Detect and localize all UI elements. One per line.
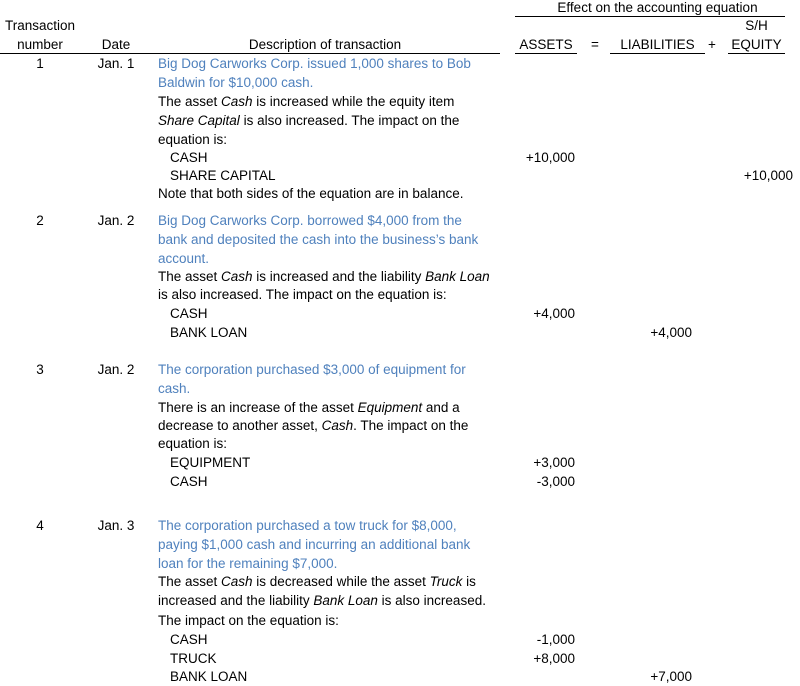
header-transaction: Transaction	[4, 18, 76, 33]
txn-3-summary-line: The corporation purchased $3,000 of equipment for	[158, 362, 466, 377]
txn-2-summary-line: bank and deposited the cash into the business’s bank	[158, 232, 479, 247]
txn-4-account: CASH	[170, 632, 208, 647]
txn-1-number: 1	[36, 56, 44, 71]
effect-title: Effect on the accounting equation	[557, 0, 758, 15]
txn-3-explanation-line: decrease to another asset, Cash. The impact on the	[158, 418, 469, 433]
txn-1-date: Jan. 1	[97, 56, 135, 71]
header-liabilities: LIABILITIES	[620, 37, 695, 52]
txn-1-equity-value: +10,000	[743, 168, 793, 183]
txn-4-explanation-line: increased and the liability Bank Loan is also increased.	[158, 593, 486, 608]
header-rule-liabilities	[610, 53, 705, 54]
txn-2-summary-line: Big Dog Carworks Corp. borrowed $4,000 from the	[158, 213, 462, 228]
header-date: Date	[101, 37, 131, 52]
header-equals: =	[591, 37, 599, 52]
header-rule-assets	[515, 53, 577, 54]
txn-4-summary-line: The corporation purchased a tow truck for $8,000,	[158, 518, 457, 533]
txn-2-date: Jan. 2	[97, 213, 135, 228]
txn-2-liabilities-value: +4,000	[650, 325, 692, 340]
txn-2-account: CASH	[170, 306, 208, 321]
txn-1-account: CASH	[170, 150, 208, 165]
txn-4-liabilities-value: +7,000	[650, 669, 692, 684]
txn-1-assets-value: +10,000	[525, 150, 575, 165]
header-number: number	[17, 37, 63, 52]
txn-4-explanation-line: The impact on the equation is:	[158, 613, 339, 628]
txn-2-explanation-line: is also increased. The impact on the equation is:	[158, 287, 447, 302]
txn-1-explanation-line: Share Capital is also increased. The impact on the	[158, 113, 460, 128]
txn-3-account: CASH	[170, 474, 208, 489]
txn-4-number: 4	[36, 518, 44, 533]
txn-1-note: Note that both sides of the equation are in balance.	[158, 186, 464, 201]
header-sh: S/H	[745, 18, 768, 33]
header-equity: EQUITY	[731, 37, 782, 52]
header-assets: ASSETS	[519, 37, 573, 52]
txn-2-number: 2	[36, 213, 44, 228]
txn-4-summary-line: loan for the remaining $7,000.	[158, 556, 338, 571]
txn-3-assets-value: -3,000	[536, 474, 575, 489]
txn-3-explanation-line: equation is:	[158, 436, 228, 451]
txn-4-date: Jan. 3	[97, 518, 135, 533]
txn-2-summary-line: account.	[158, 251, 210, 266]
txn-4-assets-value: -1,000	[536, 632, 575, 647]
txn-2-account: BANK LOAN	[170, 325, 248, 340]
txn-4-summary-line: paying $1,000 cash and incurring an additional bank	[158, 537, 471, 552]
header-rule-equity	[728, 53, 785, 54]
txn-4-explanation-line: The asset Cash is decreased while the asset Truck is	[158, 574, 476, 589]
txn-4-assets-value: +8,000	[533, 651, 575, 666]
txn-1-explanation-line: equation is:	[158, 132, 228, 147]
txn-1-explanation-line: The asset Cash is increased while the equity item	[158, 94, 455, 109]
txn-3-account: EQUIPMENT	[170, 455, 251, 470]
txn-3-assets-value: +3,000	[533, 455, 575, 470]
txn-3-summary-line: cash.	[158, 381, 191, 396]
txn-1-summary-line: Baldwin for $10,000 cash.	[158, 75, 314, 90]
header-description: Description of transaction	[248, 37, 402, 52]
header-plus: +	[708, 37, 716, 52]
txn-1-account: SHARE CAPITAL	[170, 168, 276, 183]
txn-3-date: Jan. 2	[97, 362, 135, 377]
txn-3-number: 3	[36, 362, 44, 377]
txn-2-explanation-line: The asset Cash is increased and the liability Bank Loan	[158, 269, 490, 284]
txn-1-summary-line: Big Dog Carworks Corp. issued 1,000 shares to Bob	[158, 56, 471, 71]
txn-4-account: TRUCK	[170, 651, 217, 666]
txn-4-account: BANK LOAN	[170, 669, 248, 684]
txn-2-assets-value: +4,000	[533, 306, 575, 321]
txn-3-explanation-line: There is an increase of the asset Equipment and a	[158, 400, 460, 415]
